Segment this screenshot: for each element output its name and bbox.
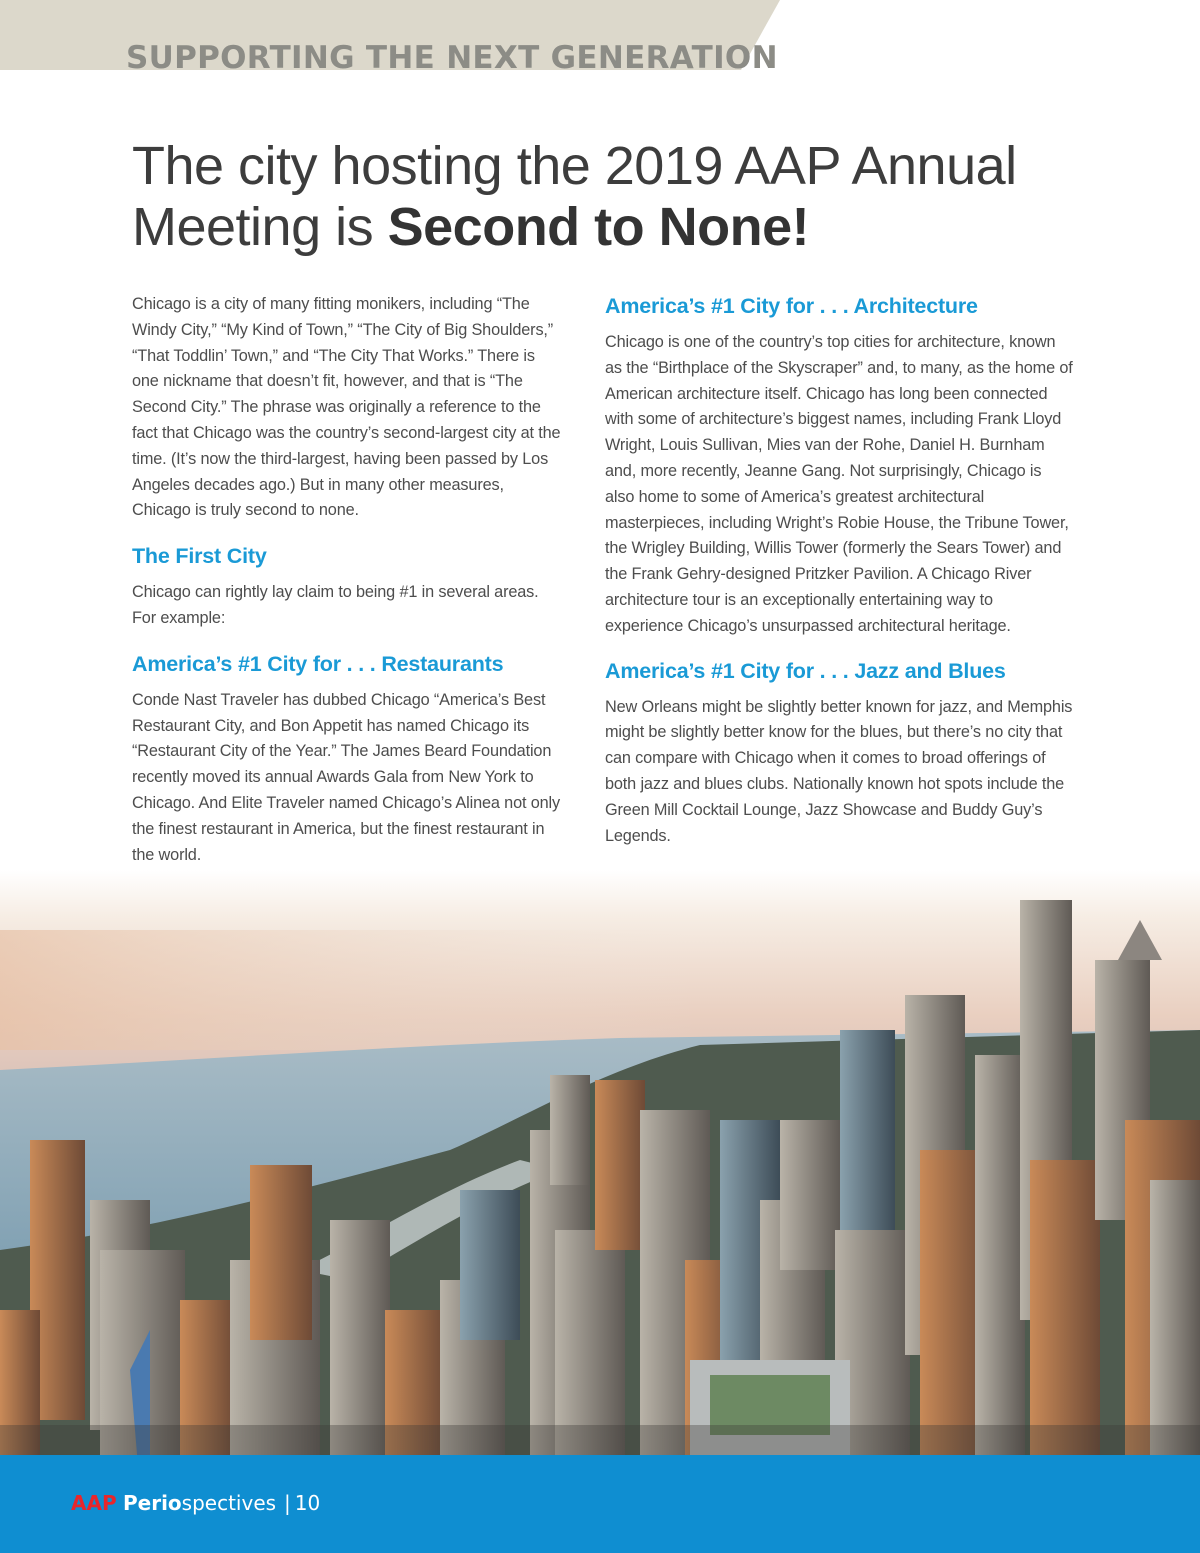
skyline-illustration — [0, 870, 1200, 1455]
first-city-heading: The First City — [132, 544, 267, 569]
jazz-paragraph: New Orleans might be slightly better known for jazz, and Memphis might be slightly better know for the blues, but there’s no city that can compare with Chicago when it comes to broad offerings of both jazz and blues clubs. Nationally known hot spots include the Green Mill Cocktail Lounge, Jazz Showcase and Buddy Guy’s Legends. — [605, 697, 1073, 845]
left-column — [132, 292, 564, 868]
jazz-heading: America’s #1 City for . . . Jazz and Blues — [605, 658, 1006, 683]
brand-aap: AAP — [71, 1491, 117, 1515]
footer-brand — [71, 1489, 320, 1517]
right-column — [605, 292, 1075, 849]
headline-regular: The city hosting the 2019 AAP Annual Meeting is — [132, 136, 1017, 257]
intro-paragraph: Chicago is a city of many fitting monikers, including “The Windy City,” “My Kind of Town,” “The City of Big Shoulders,” “That Toddlin’ Town,” and “The City That Works.” There is one nickname that doesn’t fit, however, and that is “The Second City.” The phrase was originally a reference to the fact that Chicago was the country’s second-largest city at the time. (It’s now the third-largest, having been passed by Los Angeles decades ago.) But in many other measures, Chicago is truly second to none. — [132, 295, 561, 520]
restaurants-paragraph: Conde Nast Traveler has dubbed Chicago “America’s Best Restaurant City, and Bon Appetit has named Chicago its “Restaurant City of the Year.” The James Beard Foundation recently moved its annual Awards Gala from New York to Chicago. And Elite Traveler named Chicago’s Alinea not only the finest restaurant in America, but the finest restaurant in the world. — [132, 690, 560, 864]
chicago-skyline-photo — [0, 870, 1200, 1455]
section-kicker: SUPPORTING THE NEXT GENERATION — [126, 40, 778, 76]
architecture-paragraph: Chicago is one of the country’s top cities for architecture, known as the “Birthplace of the Skyscraper” and, to many, as the home of American architecture itself. Chicago has long been connected with some of architecture’s biggest names, including Frank Lloyd Wright, Louis Sullivan, Mies van der Rohe, Daniel H. Burnham and, more recently, Jeanne Gang. Not surprisingly, Chicago is also home to some of America’s greatest architectural masterpieces, including Wright’s Robie House, the Tribune Tower, the Wrigley Building, Willis Tower (formerly the Sears Tower) and the Frank Gehry-designed Pritzker Pavilion. A Chicago River architecture tour is an exceptionally entertaining way to experience Chicago’s unsurpassed architectural heritage. — [605, 333, 1073, 635]
page-number: 10 — [294, 1491, 321, 1515]
first-city-paragraph: Chicago can rightly lay claim to being #1 in several areas. For example: — [132, 583, 539, 627]
footer-bar — [0, 1455, 1200, 1553]
footer-separator: | — [284, 1491, 291, 1515]
page-headline — [132, 136, 1092, 258]
architecture-heading: America’s #1 City for . . . Architecture — [605, 294, 978, 318]
brand-perio: Perio — [122, 1491, 182, 1515]
restaurants-heading: America’s #1 City for . . . Restaurants — [132, 651, 504, 676]
brand-spectives: spectives — [181, 1491, 277, 1515]
headline-bold: Second to None! — [387, 197, 810, 257]
